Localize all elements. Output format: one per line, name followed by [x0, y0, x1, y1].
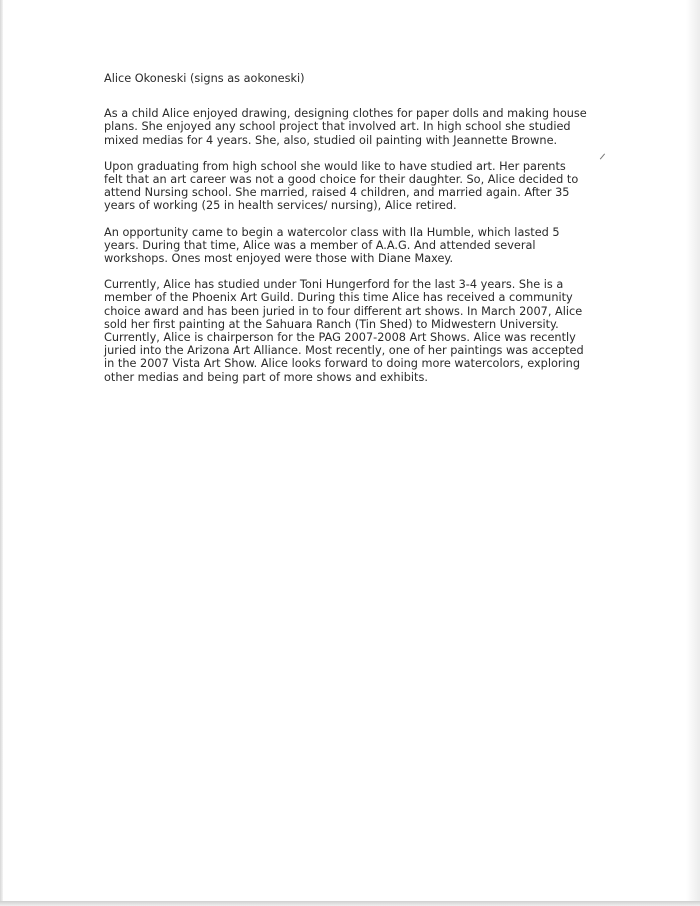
text-line: years of working (25 in health services/ nursing), Alice retired.: [104, 199, 457, 213]
paragraph-watercolor: [104, 226, 614, 266]
scan-page-edge-left: [0, 0, 3, 906]
text-line: Currently, Alice has studied under Toni Hungerford for the last 3-4 years. She is a: [104, 278, 564, 292]
text-line: mixed medias for 4 years. She, also, studied oil painting with Jeannette Browne.: [104, 133, 558, 147]
text-line: Upon graduating from high school she would like to have studied art. Her parents: [104, 159, 566, 173]
text-line: workshops. Ones most enjoyed were those with Diane Maxey.: [104, 252, 454, 266]
text-line: choice award and has been juried in to four different art shows. In March 2007, Alice: [104, 304, 583, 318]
text-line: other medias and being part of more shows and exhibits.: [104, 370, 428, 384]
text-line: plans. She enjoyed any school project that involved art. In high school she studied: [104, 120, 571, 134]
text-line: in the 2007 Vista Art Show. Alice looks forward to doing more watercolors, exploring: [104, 357, 580, 371]
text-line: Currently, Alice is chairperson for the PAG 2007-2008 Art Shows. Alice was recently: [104, 331, 576, 345]
text-line: An opportunity came to begin a watercolor class with Ila Humble, which lasted 5: [104, 225, 560, 239]
scan-page-edge-right: [686, 0, 700, 906]
scan-page-edge-bottom: [0, 901, 700, 906]
text-line: juried into the Arizona Art Alliance. Most recently, one of her paintings was accepted: [104, 344, 584, 358]
paragraph-career: [104, 160, 614, 213]
text-line: felt that an art career was not a good choice for their daughter. So, Alice decided to: [104, 173, 579, 187]
paragraph-current: [104, 278, 614, 384]
document-title: Alice Okoneski (signs as aokoneski): [104, 72, 305, 85]
text-line: sold her first painting at the Sahuara Ranch (Tin Shed) to Midwestern University.: [104, 317, 559, 331]
document-body: [104, 72, 614, 397]
paragraph-childhood: [104, 107, 614, 147]
text-line: attend Nursing school. She married, raised 4 children, and married again. After 35: [104, 186, 570, 200]
text-line: As a child Alice enjoyed drawing, designing clothes for paper dolls and making house: [104, 107, 587, 121]
text-line: years. During that time, Alice was a member of A.A.G. And attended several: [104, 238, 536, 252]
text-line: member of the Phoenix Art Guild. During this time Alice has received a community: [104, 291, 573, 305]
